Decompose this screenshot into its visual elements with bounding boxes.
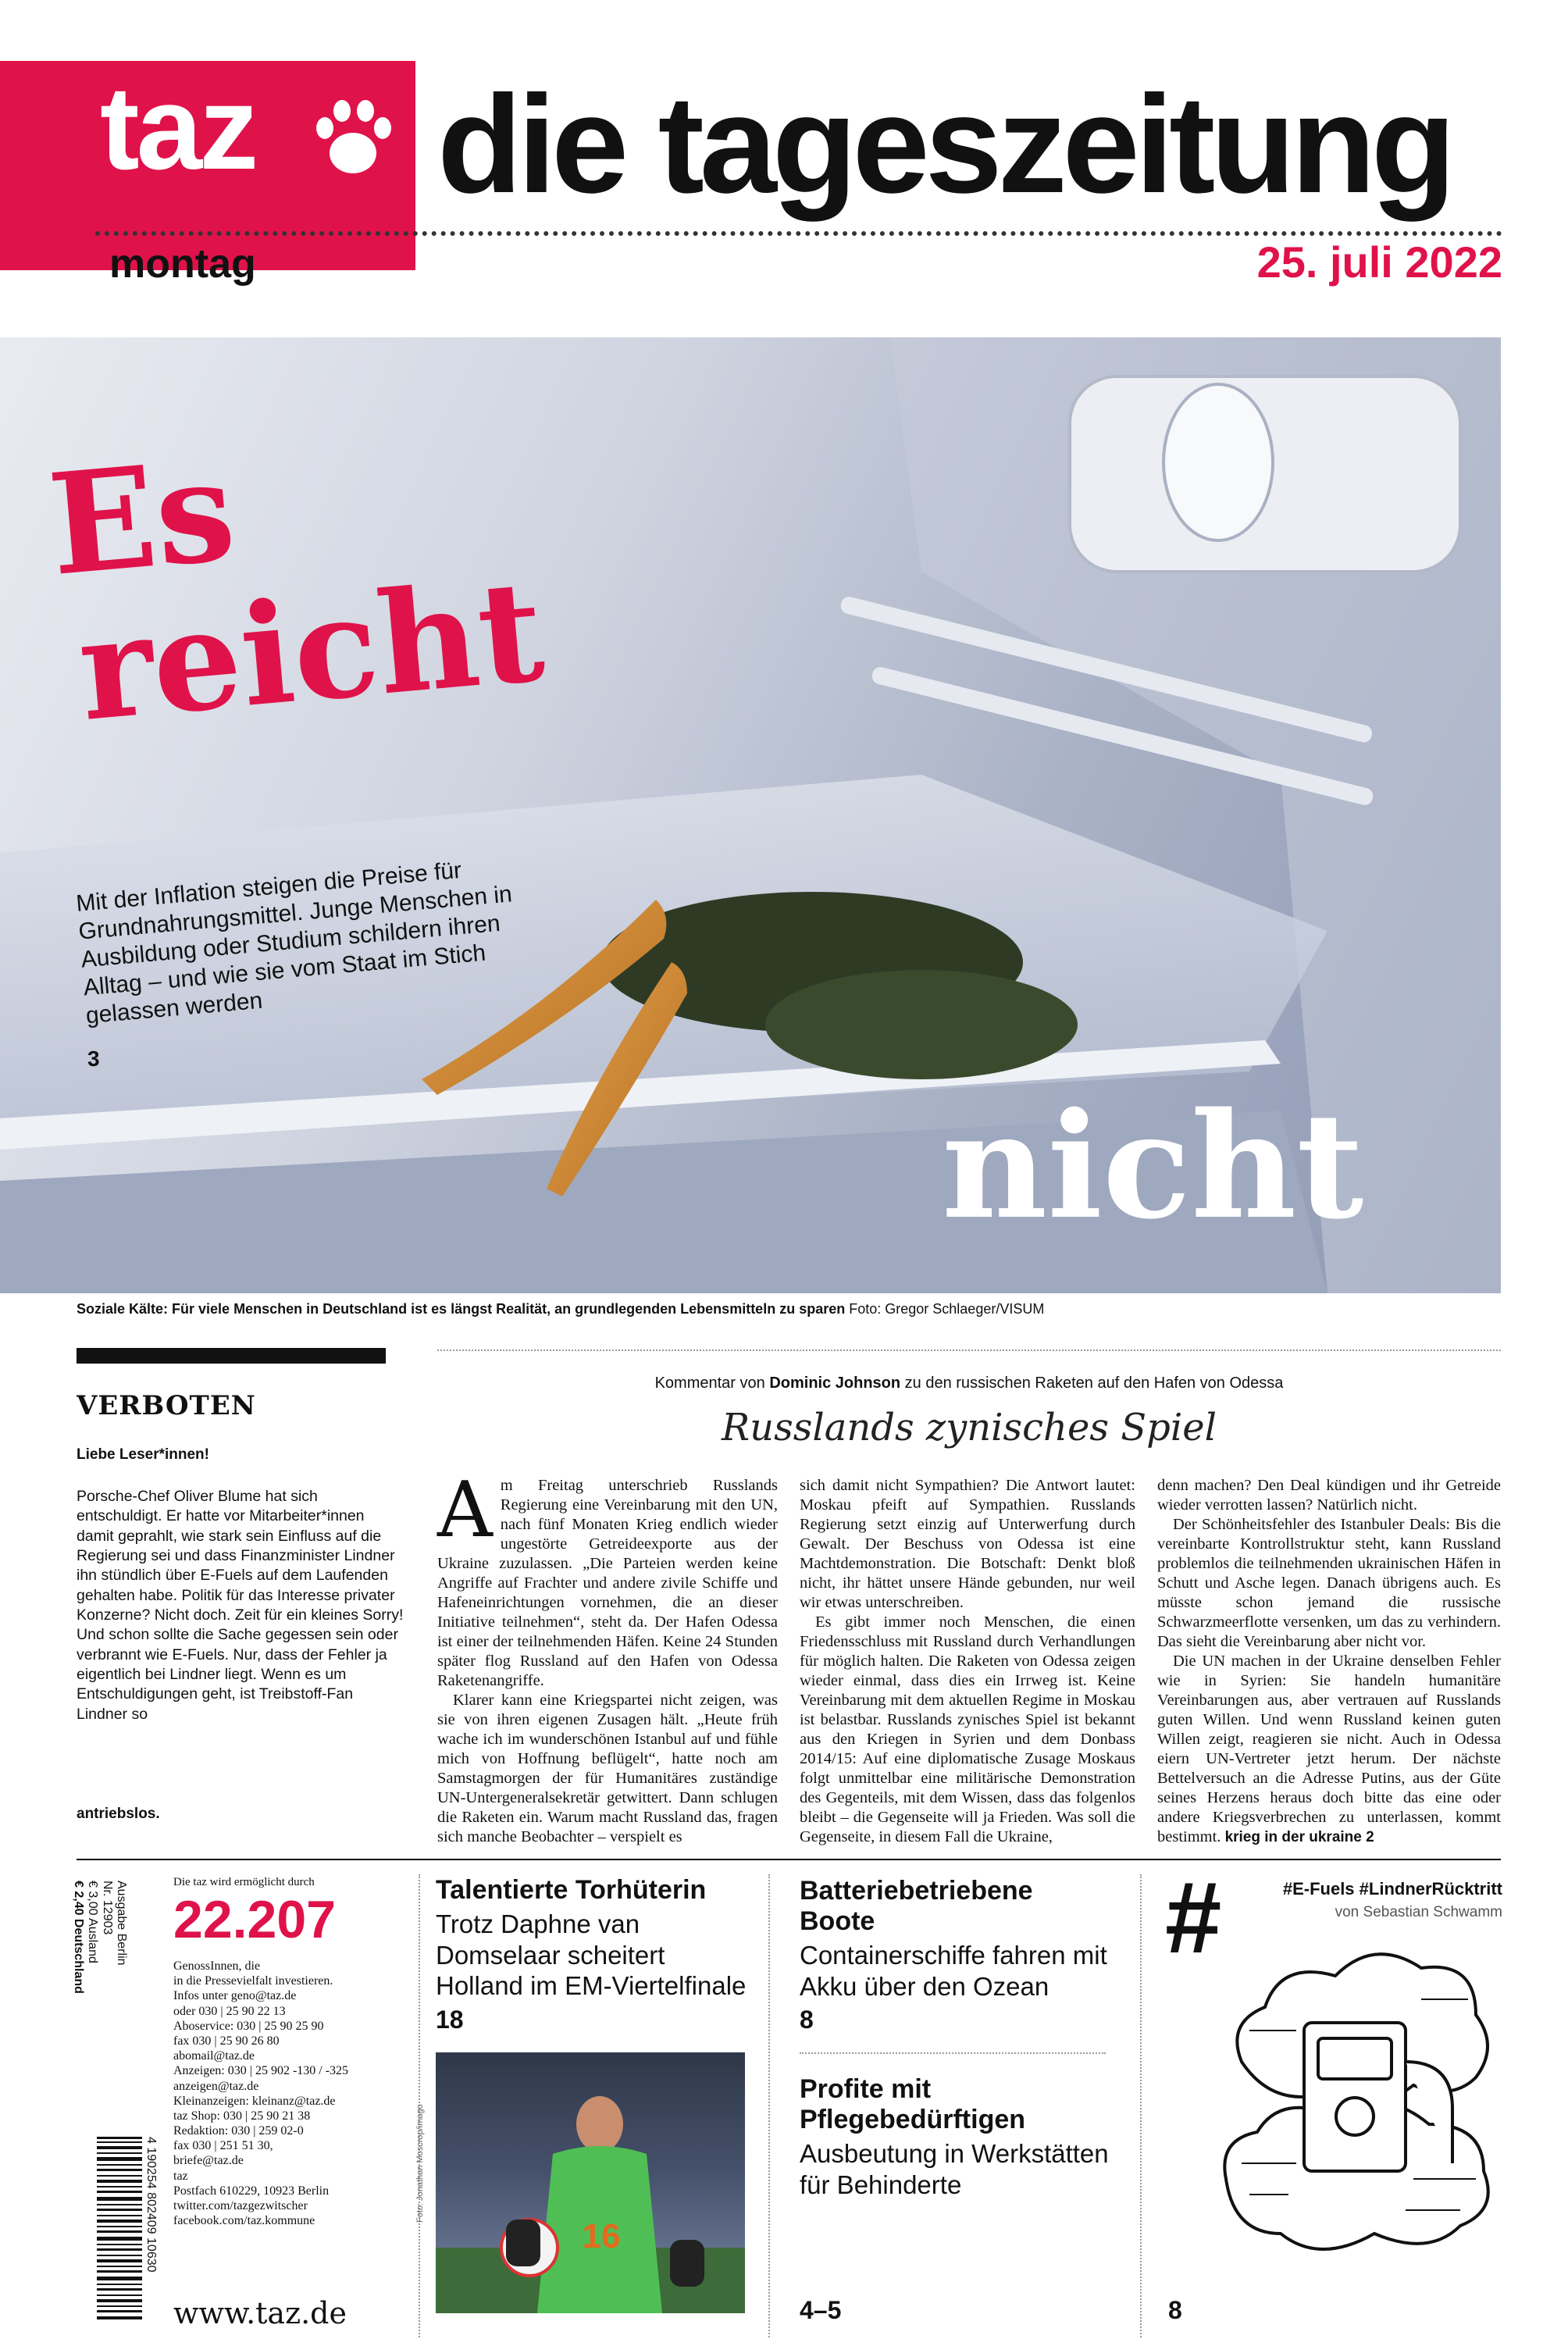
barcode-icon: [97, 2137, 142, 2324]
section-reference[interactable]: krieg in der ukraine 2: [1224, 1829, 1374, 1845]
caption-text: Soziale Kälte: Für viele Menschen in Deutschland ist es längst Realität, an grundlegenden Lebensmitteln zu sparen: [77, 1301, 846, 1317]
imprint-line: fax 030 | 25 90 26 80: [173, 2034, 280, 2048]
goalkeeper-photo: [436, 2052, 745, 2313]
dropcap: A: [437, 1466, 493, 1555]
support-intro: Die taz wird ermöglicht durch: [173, 1876, 315, 1888]
headline-nicht: nicht: [942, 1080, 1364, 1251]
imprint-line: facebook.com/taz.kommune: [173, 2214, 315, 2228]
issue-code: 10630: [144, 2237, 158, 2273]
verboten-body: Porsche-Chef Oliver Blume hat sich entschuldigt. Er hatte vor Mitarbeiter*innen damit geprahlt, wie stark sein Einfluss auf die Regierung sei und dass Finanzminister Lindner ihn stündlich über E-Fuels auf dem Laufenden gehalten habe. Politik für das Interesse privater Konzerne? Nicht doch. Zeit für ein kleines Sorry! Und schon sollte die Sache gegessen sein oder verbrannt wie E-Fuels. Nur, dass der Fehler ja eigentlich bei Lindner liegt. Wenn es um Entschuldigungen geht, ist Treibstoff-Fan Lindner so: [77, 1488, 404, 1723]
teaser-title-care[interactable]: Profite mit Pflegebedürftigen: [800, 2074, 1026, 2134]
masthead-divider: [95, 231, 1502, 236]
teaser-body-goalkeeper: Trotz Daphne van Domselaar scheitert Holland im EM-Viertelfinale: [436, 1909, 747, 2001]
imprint-line: Aboservice: 030 | 25 90 25 90: [173, 2019, 324, 2033]
verboten-greeting: Liebe Leser*innen!: [77, 1446, 209, 1463]
column-divider: [768, 1874, 770, 2339]
weekday: montag: [109, 241, 256, 287]
taz-logo: taz: [100, 62, 256, 194]
headline-es: Es: [43, 428, 241, 607]
column-divider: [1140, 1874, 1142, 2339]
teaser-divider: [800, 2052, 1106, 2054]
kicker-pre: Kommentar von: [654, 1375, 770, 1392]
teaser-title-boats[interactable]: Batteriebetriebene Boote: [800, 1876, 1033, 1936]
commentary-title[interactable]: Russlands zynisches Spiel: [722, 1406, 1217, 1449]
paragraph: Klarer kann eine Kriegspartei nicht zeigen, was sie von ihren eigenen Zusagen hält. „Heute früh wache ich im wunderschönen Istanbul auf und fühle mich von Hoffnung beflügelt“, hatte noch am Samstagmorgen der für Humanitäres zuständige UN-Untergeneralsekretär getwittert. Dann schlugen die Raketen ein. Warum macht Russland das, fragen sich manche Beobachter – verspielt es: [437, 1692, 778, 1845]
photo-credit: Foto: Jonathan Moscrop/imago: [415, 2104, 425, 2223]
verboten-title: VERBOTEN: [77, 1390, 256, 1421]
photo-caption: [77, 1301, 1044, 1317]
paw-icon: [306, 92, 400, 186]
kicker-author: Dominic Johnson: [769, 1375, 901, 1392]
commentary-kicker: [437, 1375, 1501, 1392]
headline-reicht: reicht: [73, 548, 550, 752]
hashtags[interactable]: #E-Fuels #LindnerRücktritt: [1282, 1879, 1502, 1899]
caption-credit: Foto: Gregor Schlaeger/VISUM: [849, 1301, 1045, 1317]
paragraph-text: Die UN machen in der Ukraine denselben Fehler wie in Syrien: Sie handeln humanitäre Vereinbarungen aus, aber vertrauen auf Russlands guten Willen. Und wenn Russland keinen guten Willen zeigt, reagieren sie nicht. Auch in Odessa eiern UN-Vertreter jetzt herum. Der nächste Bettelversuch an die Adresse Putins, aus der Güte seines Herzens heraus doch bitte das eine oder andere Kriegsverbrechen zu unterlassen, kommt bestimmt.: [1157, 1653, 1501, 1845]
author-byline: von Sebastian Schwamm: [1335, 1904, 1502, 1920]
teaser-body-boats: Containerschiffe fahren mit Akku über den Ozean: [800, 1941, 1107, 2001]
barcode-digits: 4 190254 802409: [144, 2137, 158, 2234]
bottom-divider: [77, 1859, 1501, 1860]
imprint-line: anzeigen@taz.de: [173, 2079, 259, 2093]
cover-teaser-page: 3: [87, 1046, 100, 1071]
paragraph: sich damit nicht Sympathien? Die Antwort lautet: Moskau pfeift auf Sympathien. Russlands Regierung setzt einzig auf Unterwerfung durch Gewalt. Der Beschuss von Odessa ist eine Machtdemonstration. Die Botschaft: Denkt bloß nicht, ihr hättet unsere Hände gebunden, nur weil wir etwas unterschreiben.: [800, 1477, 1135, 1611]
teaser-body-care: Ausbeutung in Werkstätten für Behinderte: [800, 2139, 1109, 2199]
masthead-title: die tageszeitung: [437, 66, 1452, 222]
edition-line: Ausgabe Berlin: [115, 1881, 128, 1966]
imprint-line: Kleinanzeigen: kleinanz@taz.de: [173, 2094, 336, 2108]
imprint-line: Redaktion: 030 | 259 02-0: [173, 2124, 304, 2138]
imprint-line: briefe@taz.de: [173, 2154, 244, 2168]
imprint-line: taz: [173, 2169, 188, 2183]
hash-icon: #: [1165, 1860, 1222, 1974]
teaser-page-goalkeeper: 18: [436, 2006, 464, 2034]
paragraph: m Freitag unterschrieb Russlands Regierung eine Vereinbarung mit den UN, nach fünf Monaten Krieg endlich wieder ungestörte Getreideexporte aus der Ukraine zuzulassen. „Die Parteien werden keine Angriffe auf Frachter und andere zivile Schiffe und Hafeneinrichtungen vornehmen, die an dieser Initiative teilnehmen“, steht da. Der Hafen Odessa ist einer der teilnehmenden Häfen. Keine 24 Stunden später flog Russland auf den Hafen von Odessa Raketenangriffe.: [437, 1477, 778, 1689]
imprint-contacts: [173, 1959, 376, 2228]
cover-teaser[interactable]: Mit der Inflation steigen die Preise für Grundnahrungsmittel. Junge Menschen in Ausbildung oder Studium schildern ihren Alltag – und wie sie vom Staat im Stich gelassen werden: [75, 857, 513, 1029]
imprint-line: Anzeigen: 030 | 25 902 -130 / -325: [173, 2064, 349, 2078]
issue-date: 25. juli 2022: [1256, 237, 1502, 287]
svg-text:16: 16: [582, 2217, 621, 2255]
imprint-line: Infos unter geno@taz.de: [173, 1989, 297, 2003]
edition-line: Nr. 12903: [100, 1881, 114, 1935]
imprint-line: abomail@taz.de: [173, 2049, 255, 2063]
imprint-line: oder 030 | 25 90 22 13: [173, 2004, 286, 2018]
imprint-line: fax 030 | 251 51 30,: [173, 2139, 273, 2153]
teaser-title-goalkeeper[interactable]: Talentierte Torhüterin: [436, 1875, 707, 1905]
paragraph: Der Schönheitsfehler des Istanbuler Deals: Bis die vereinbarte Kontrollstruktur steht, kann Russland problemlos die teilnehmenden ukrainischen Häfen in Schutt und Asche legen. Danach übrigens auch. Es müsste schon jemand die russische Schwarzmeerflotte versenken, um das zu verhindern. Das sieht die Vereinbarung aber nicht vor.: [1157, 1516, 1501, 1650]
commentary-divider: [437, 1350, 1501, 1351]
paragraph: Es gibt immer noch Menschen, die einen Friedensschluss mit Russland durch Verhandlungen für möglich halten. Die Raketen von Odessa zeigen wieder einmal, dass dies ein Irrweg ist. Keine Vereinbarung mit dem aktuellen Regime in Moskau ist belastbar. Russlands zynisches Spiel ist bekannt aus den Kriegen in Syrien und dem Donbass 2014/15: Auf eine diplomatische Zusage Moskaus folgt unmittelbar eine militärische Demonstration des Gegenteils, mit dem Wissen, dass das folgenlos bleibt – die Gegenseite will ja Frieden. Was soll die Gegenseite, in diesem Fall die Ukraine,: [800, 1613, 1135, 1845]
fuel-pump-cartoon-icon: [1218, 1929, 1501, 2296]
imprint-line: twitter.com/tazgezwitscher: [173, 2199, 308, 2212]
verboten-sign-off: antriebslos.: [77, 1806, 160, 1822]
teaser-page-boats: 8: [800, 2006, 814, 2034]
imprint-line: Postfach 610229, 10923 Berlin: [173, 2184, 330, 2198]
commentary-column-3: [1157, 1476, 1501, 1847]
edition-line: € 3,00 Ausland: [86, 1881, 100, 1963]
edition-line: € 2,40 Deutschland: [71, 1881, 85, 1994]
paragraph: denn machen? Den Deal kündigen und ihr Getreide wieder verrotten lassen? Natürlich nicht.: [1157, 1477, 1501, 1514]
support-count: 22.207: [173, 1890, 336, 1949]
imprint-line: GenossInnen, die: [173, 1959, 261, 1973]
kicker-post: zu den russischen Raketen auf den Hafen von Odessa: [900, 1375, 1284, 1392]
commentary-column-2: [800, 1476, 1135, 1847]
paragraph: [1157, 1652, 1501, 1847]
imprint-line: in die Pressevielfalt investieren.: [173, 1974, 333, 1988]
verboten-bar: [77, 1348, 386, 1364]
teaser-page-efuels: 8: [1168, 2296, 1182, 2324]
barcode-number: [142, 2137, 158, 2273]
teaser-page-care: 4–5: [800, 2296, 842, 2324]
commentary-column-1: [437, 1466, 778, 1847]
imprint-line: taz Shop: 030 | 25 90 21 38: [173, 2109, 311, 2123]
website-link[interactable]: www.taz.de: [173, 2296, 347, 2330]
